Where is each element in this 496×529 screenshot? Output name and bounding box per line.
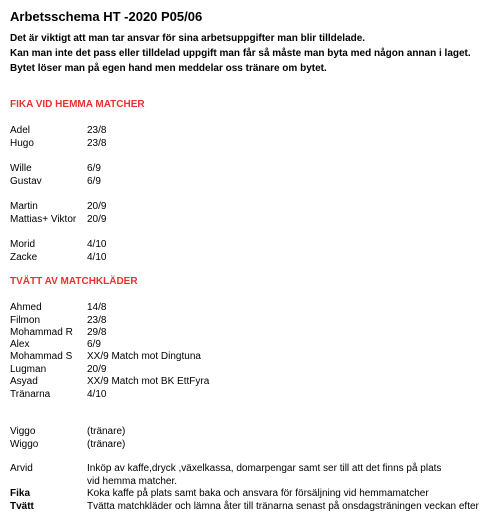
intro-line-2: Kan man inte det pass eller tilldelad uppgift man får så måste man byta med någon annan i laget. bbox=[10, 48, 471, 59]
fika-section-heading: FIKA VID HEMMA MATCHER bbox=[10, 99, 145, 110]
tvatt-row-name: Asyad bbox=[10, 376, 38, 387]
tvatt-row-value: 14/8 bbox=[87, 302, 107, 313]
tvatt-row-name: Ahmed bbox=[10, 302, 42, 313]
document-title: Arbetsschema HT -2020 P05/06 bbox=[10, 9, 203, 24]
fika-row-name: Hugo bbox=[10, 138, 34, 149]
fika-row-name: Morid bbox=[10, 239, 36, 250]
fika-row-date: 20/9 bbox=[87, 214, 107, 225]
fika-row-name: Adel bbox=[10, 125, 31, 136]
tvatt-row-value: 29/8 bbox=[87, 327, 107, 338]
intro-line-1: Det är viktigt att man tar ansvar för sina arbetsuppgifter man blir tilldelade. bbox=[10, 33, 366, 44]
responsibility-description: Tvätta matchkläder och lämna åter till tränarna senast på onsdagsträningen veckan efter bbox=[87, 501, 479, 512]
tvatt-section-heading: TVÄTT AV MATCHKLÄDER bbox=[10, 276, 138, 287]
responsibility-name: Fika bbox=[10, 488, 31, 499]
fika-row-date: 6/9 bbox=[87, 163, 101, 174]
tvatt-row-value: 6/9 bbox=[87, 339, 101, 350]
responsibility-name: Arvid bbox=[10, 463, 33, 474]
intro-line-3: Bytet löser man på egen hand men meddelar oss tränare om bytet. bbox=[10, 63, 327, 74]
fika-row-date: 4/10 bbox=[87, 252, 107, 263]
fika-row-date: 4/10 bbox=[87, 239, 107, 250]
coach-name: Wiggo bbox=[10, 439, 39, 450]
fika-row-date: 20/9 bbox=[87, 201, 107, 212]
responsibility-description: Koka kaffe på plats samt baka och ansvara för försäljning vid hemmamatcher bbox=[87, 488, 429, 499]
fika-row-name: Zacke bbox=[10, 252, 38, 263]
tvatt-row-name: Filmon bbox=[10, 315, 41, 326]
coach-role: (tränare) bbox=[87, 426, 126, 437]
responsibility-description: Inköp av kaffe,dryck ,växelkassa, domarpengar samt ser till att det finns på plats bbox=[87, 463, 442, 474]
fika-row-name: Mattias+ Viktor bbox=[10, 214, 77, 225]
responsibility-description: vid hemma matcher. bbox=[87, 476, 178, 487]
fika-row-name: Wille bbox=[10, 163, 32, 174]
fika-row-date: 23/8 bbox=[87, 125, 107, 136]
tvatt-row-value: 23/8 bbox=[87, 315, 107, 326]
tvatt-row-name: Tränarna bbox=[10, 389, 51, 400]
tvatt-row-value: XX/9 Match mot Dingtuna bbox=[87, 351, 201, 362]
fika-row-date: 23/8 bbox=[87, 138, 107, 149]
fika-row-name: Martin bbox=[10, 201, 38, 212]
fika-row-date: 6/9 bbox=[87, 176, 101, 187]
tvatt-row-name: Lugman bbox=[10, 364, 47, 375]
fika-row-name: Gustav bbox=[10, 176, 42, 187]
tvatt-row-value: 20/9 bbox=[87, 364, 107, 375]
tvatt-row-name: Mohammad S bbox=[10, 351, 73, 362]
coach-role: (tränare) bbox=[87, 439, 126, 450]
tvatt-row-value: XX/9 Match mot BK EttFyra bbox=[87, 376, 210, 387]
coach-name: Viggo bbox=[10, 426, 36, 437]
tvatt-row-value: 4/10 bbox=[87, 389, 107, 400]
tvatt-row-name: Alex bbox=[10, 339, 30, 350]
responsibility-name: Tvätt bbox=[10, 501, 34, 512]
tvatt-row-name: Mohammad R bbox=[10, 327, 73, 338]
